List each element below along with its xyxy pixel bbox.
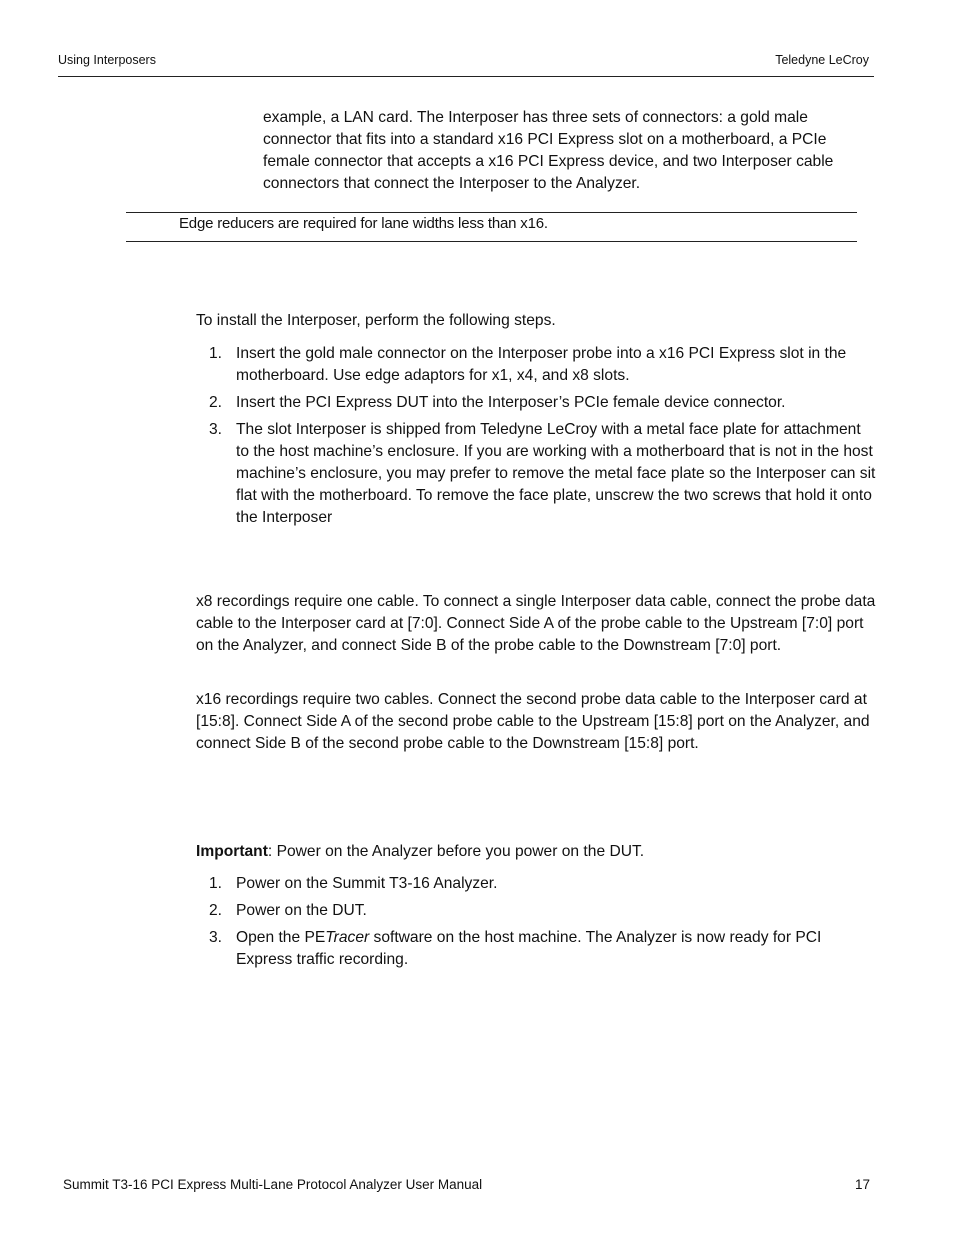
note-top-rule — [126, 212, 857, 213]
step-number: 2. — [209, 394, 223, 411]
cables-paragraph-x16: x16 recordings require two cables. Connect the second probe data cable to the Interposer card at [15:8]. Connect Side A of the second probe cable to the Upstream [15:8] port on the Analyzer, and connect Side B of the second probe cable to the Downstream [15:8] port. — [196, 691, 870, 752]
step-text: Power on the Summit T3-16 Analyzer. — [236, 875, 498, 892]
step-number: 3. — [209, 421, 223, 438]
list-item — [196, 900, 876, 922]
step-text-suffix: software on the host machine. The Analyzer is now ready for PCI Express traffic recording. — [236, 929, 822, 968]
header-company: Teledyne LeCroy — [775, 53, 869, 67]
intro-paragraph: example, a LAN card. The Interposer has three sets of connectors: a gold male connector that fits into a standard x16 PCI Express slot on a motherboard, a PCIe female connector that accepts a x16 PCI Express device, and two Interposer cable connectors that connect the Interposer to the Analyzer. — [263, 109, 834, 192]
power-steps — [196, 873, 876, 976]
list-item — [196, 392, 876, 414]
list-item — [196, 419, 876, 529]
step-number: 3. — [209, 929, 223, 946]
note-text: Edge reducers are required for lane widths less than x16. — [179, 215, 548, 232]
step-text: Insert the PCI Express DUT into the Interposer’s PCIe female device connector. — [236, 394, 786, 411]
list-item — [196, 343, 876, 387]
note-bottom-rule — [126, 241, 857, 242]
step-number: 1. — [209, 345, 223, 362]
list-item — [196, 927, 876, 971]
install-intro: To install the Interposer, perform the following steps. — [196, 312, 556, 329]
step-text: Insert the gold male connector on the Interposer probe into a x16 PCI Express slot in the motherboard. Use edge adaptors for x1, x4, and x8 slots. — [236, 345, 847, 384]
software-name: Tracer — [325, 929, 370, 946]
step-number: 2. — [209, 902, 223, 919]
important-text: : Power on the Analyzer before you power on the DUT. — [267, 843, 645, 860]
step-text — [236, 929, 821, 968]
step-number: 1. — [209, 875, 223, 892]
header-section-title: Using Interposers — [58, 53, 156, 67]
cables-paragraph-x8: x8 recordings require one cable. To connect a single Interposer data cable, connect the probe data cable to the Interposer card at [7:0]. Connect Side A of the probe cable to the Upstream [7:0] port on the Analyzer, and connect Side B of the probe cable to the Downstream [7:0] port. — [196, 593, 876, 654]
important-note — [196, 841, 644, 863]
page-number: 17 — [854, 1177, 870, 1192]
install-steps — [196, 343, 876, 534]
header-divider — [58, 76, 874, 77]
list-item — [196, 873, 876, 895]
footer-manual-title: Summit T3-16 PCI Express Multi-Lane Protocol Analyzer User Manual — [63, 1177, 483, 1192]
step-text-prefix: Open the PE — [236, 929, 326, 946]
step-text: The slot Interposer is shipped from Teledyne LeCroy with a metal face plate for attachment to the host machine’s enclosure. If you are working with a motherboard that is not in the host machine’s enclosure, you may prefer to remove the metal face plate so the Interposer can sit flat with the motherboard. To remove the face plate, unscrew the two screws that hold it onto the Interposer — [236, 421, 876, 526]
important-label: Important — [196, 843, 268, 860]
step-text: Power on the DUT. — [236, 902, 367, 919]
